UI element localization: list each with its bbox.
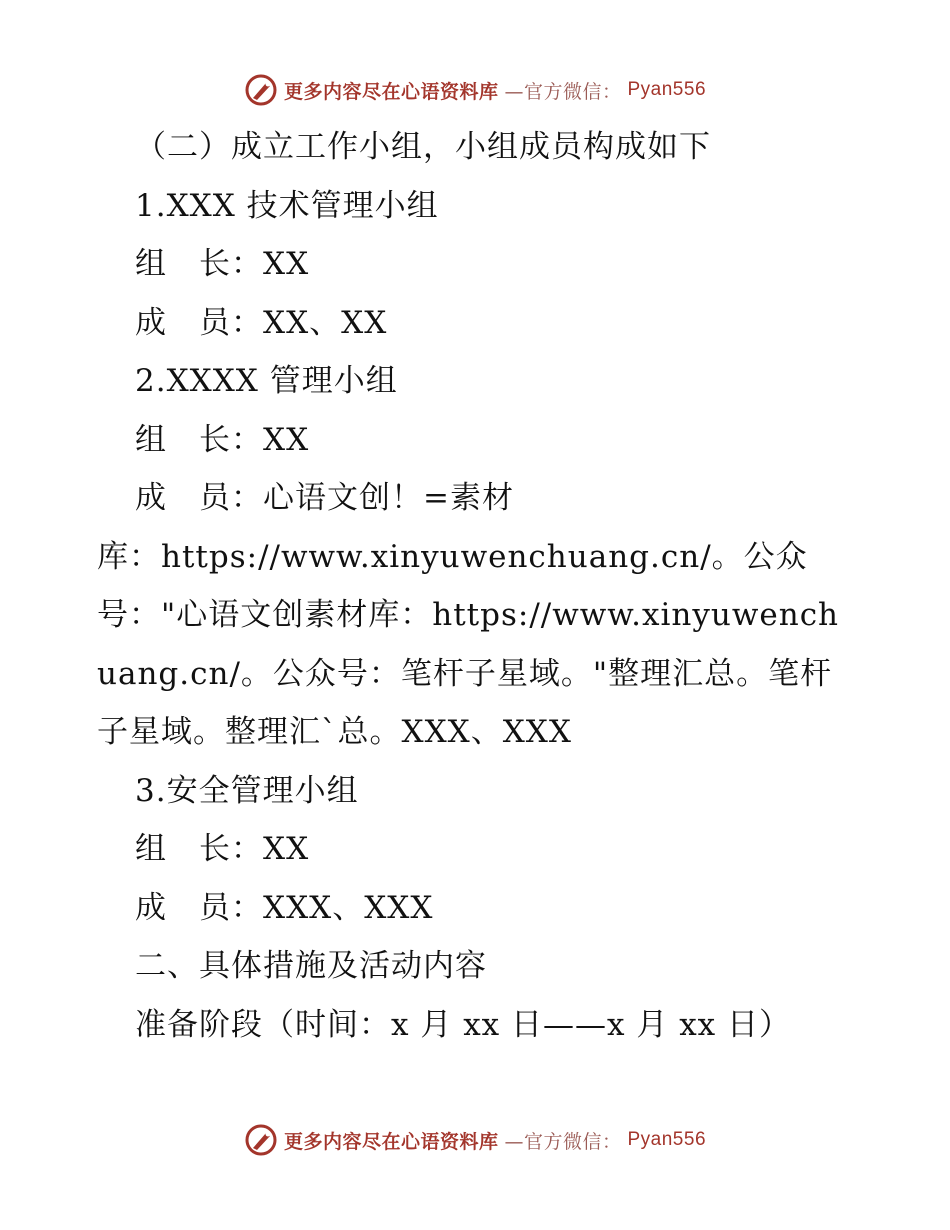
preparation-phase-heading: 准备阶段（时间：x 月 xx 日——x 月 xx 日） <box>135 1006 792 1043</box>
pen-logo-icon <box>244 73 278 107</box>
group-2-members-continued: 库：https://www.xinyuwenchuang.cn/。公众号："心语文创素材库：https://www.xinyuwenchuang.cn/。公众号：笔杆子星域。"整理汇总。笔杆子星域。整理汇`总。XXX、XXX <box>97 538 840 750</box>
group-2-leader: 组 长：XX <box>135 421 310 458</box>
banner-sub-text: —官方微信： <box>504 80 622 103</box>
group-1-title: 1.XXX 技术管理小组 <box>135 187 439 224</box>
group-2-title: 2.XXXX 管理小组 <box>135 363 398 399</box>
group-3-title: 3.安全管理小组 <box>135 772 359 809</box>
group-3-leader: 组 长：XX <box>135 831 310 867</box>
section-heading-working-group: （二）成立工作小组，小组成员构成如下 <box>135 129 711 165</box>
banner-wechat-id: Pyan556 <box>627 1129 707 1150</box>
group-2-members: 成 员：心语文创！=素材 <box>135 480 514 516</box>
document-body <box>97 118 857 1054</box>
banner-main-text: 更多内容尽在心语资料库 <box>283 80 499 103</box>
banner-main-text: 更多内容尽在心语资料库 <box>283 1130 499 1153</box>
banner-wechat-id: Pyan556 <box>627 79 707 100</box>
pen-logo-icon <box>244 1123 278 1157</box>
group-1-members: 成 员：XX、XX <box>135 304 388 341</box>
footer-watermark-banner <box>0 1120 950 1160</box>
header-watermark-banner <box>0 70 950 110</box>
section-heading-measures: 二、具体措施及活动内容 <box>135 948 487 984</box>
group-1-leader: 组 长：XX <box>135 246 310 282</box>
banner-sub-text: —官方微信： <box>504 1130 622 1153</box>
group-3-members: 成 员：XXX、XXX <box>135 889 434 926</box>
